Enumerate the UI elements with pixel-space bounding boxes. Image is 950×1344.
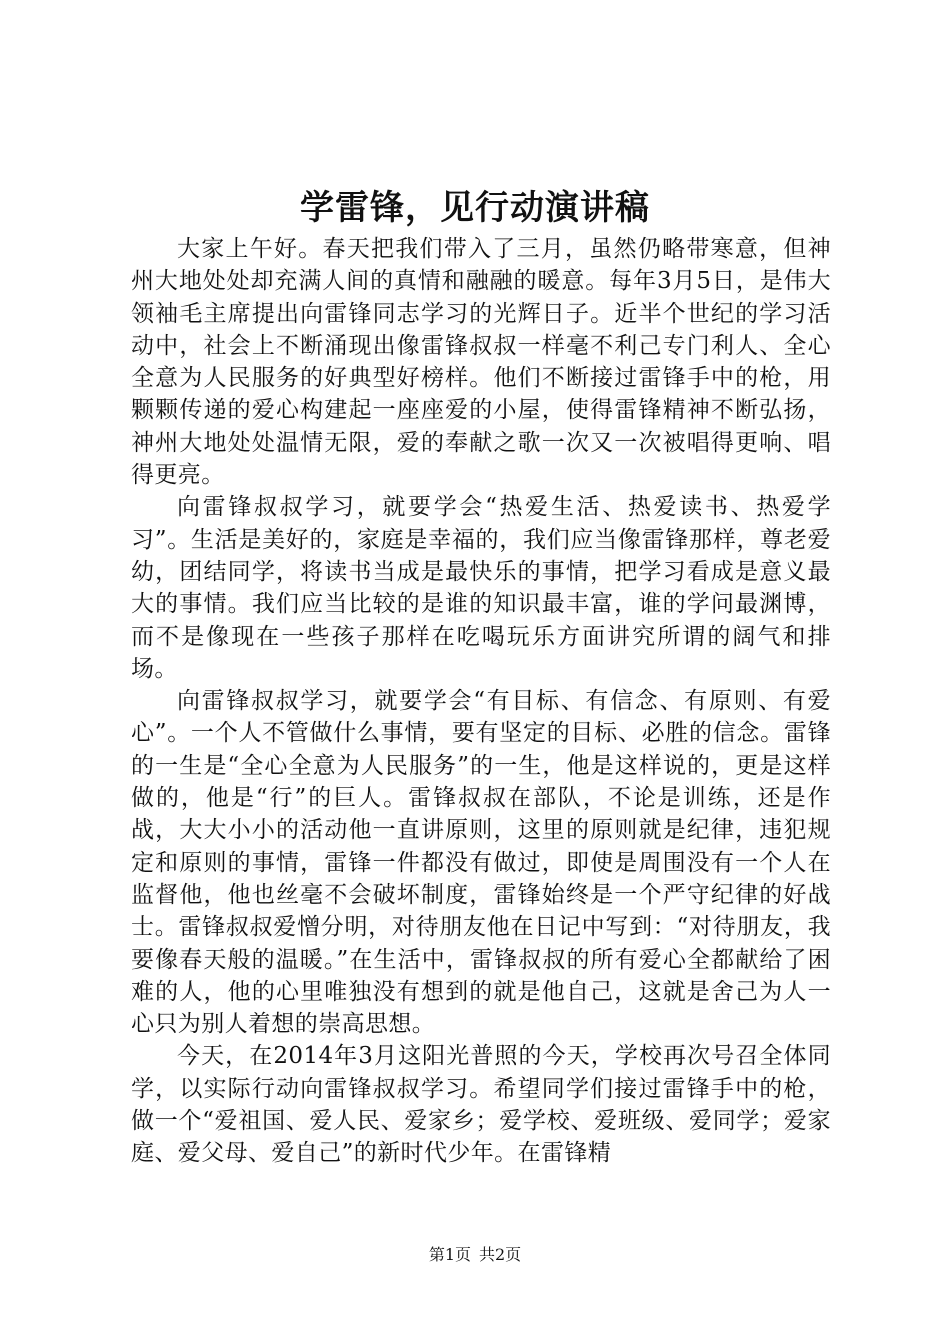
page-number-total: 共2页 bbox=[479, 1245, 522, 1264]
page-footer bbox=[0, 1243, 950, 1267]
document-body bbox=[131, 233, 831, 1170]
paragraph-4: 今天，在2014年3月这阳光普照的今天，学校再次号召全体同学，以实际行动向雷锋叔叔学习。希望同学们接过雷锋手中的枪，做一个“爱祖国、爱人民、爱家乡；爱学校、爱班级、爱同学；爱家庭、爱父母、爱自己”的新时代少年。在雷锋精 bbox=[131, 1043, 831, 1167]
paragraph-3: 向雷锋叔叔学习，就要学会“有目标、有信念、有原则、有爱心”。一个人不管做什么事情，要有坚定的目标、必胜的信念。雷锋的一生是“全心全意为人民服务”的一生，他是这样说的，更是这样做的，他是“行”的巨人。雷锋叔叔在部队，不论是训练，还是作战，大大小小的活动他一直讲原则，这里的原则就是纪律，违犯规定和原则的事情，雷锋一件都没有做过，即使是周围没有一个人在监督他，他也丝毫不会破坏制度，雷锋始终是一个严守纪律的好战士。雷锋叔叔爱憎分明，对待朋友他在日记中写到：“对待朋友，我要像春天般的温暖。”在生活中，雷锋叔叔的所有爱心全都献给了困难的人，他的心里唯独没有想到的就是他自己，这就是舍己为人一心只为别人着想的崇高思想。 bbox=[131, 688, 831, 1038]
paragraph-1: 大家上午好。春天把我们带入了三月，虽然仍略带寒意，但神州大地处处却充满人间的真情和融融的暖意。每年3月5日，是伟大领袖毛主席提出向雷锋同志学习的光辉日子。近半个世纪的学习活动中，社会上不断涌现出像雷锋叔叔一样毫不利己专门利人、全心全意为人民服务的好典型好榜样。他们不断接过雷锋手中的枪，用颗颗传递的爱心构建起一座座爱的小屋，使得雷锋精神不断弘扬，神州大地处处温情无限，爱的奉献之歌一次又一次被唱得更响、唱得更亮。 bbox=[131, 236, 831, 489]
document-title: 学雷锋，见行动演讲稿 bbox=[300, 188, 650, 228]
paragraph-2: 向雷锋叔叔学习，就要学会“热爱生活、热爱读书、热爱学习”。生活是美好的，家庭是幸福的，我们应当像雷锋那样，尊老爱幼，团结同学，将读书当成是最快乐的事情，把学习看成是意义最大的事情。我们应当比较的是谁的知识最丰富，谁的学问最渊博，而不是像现在一些孩子那样在吃喝玩乐方面讲究所谓的阔气和排场。 bbox=[131, 494, 831, 682]
page-number-current: 第1页 bbox=[428, 1245, 471, 1264]
